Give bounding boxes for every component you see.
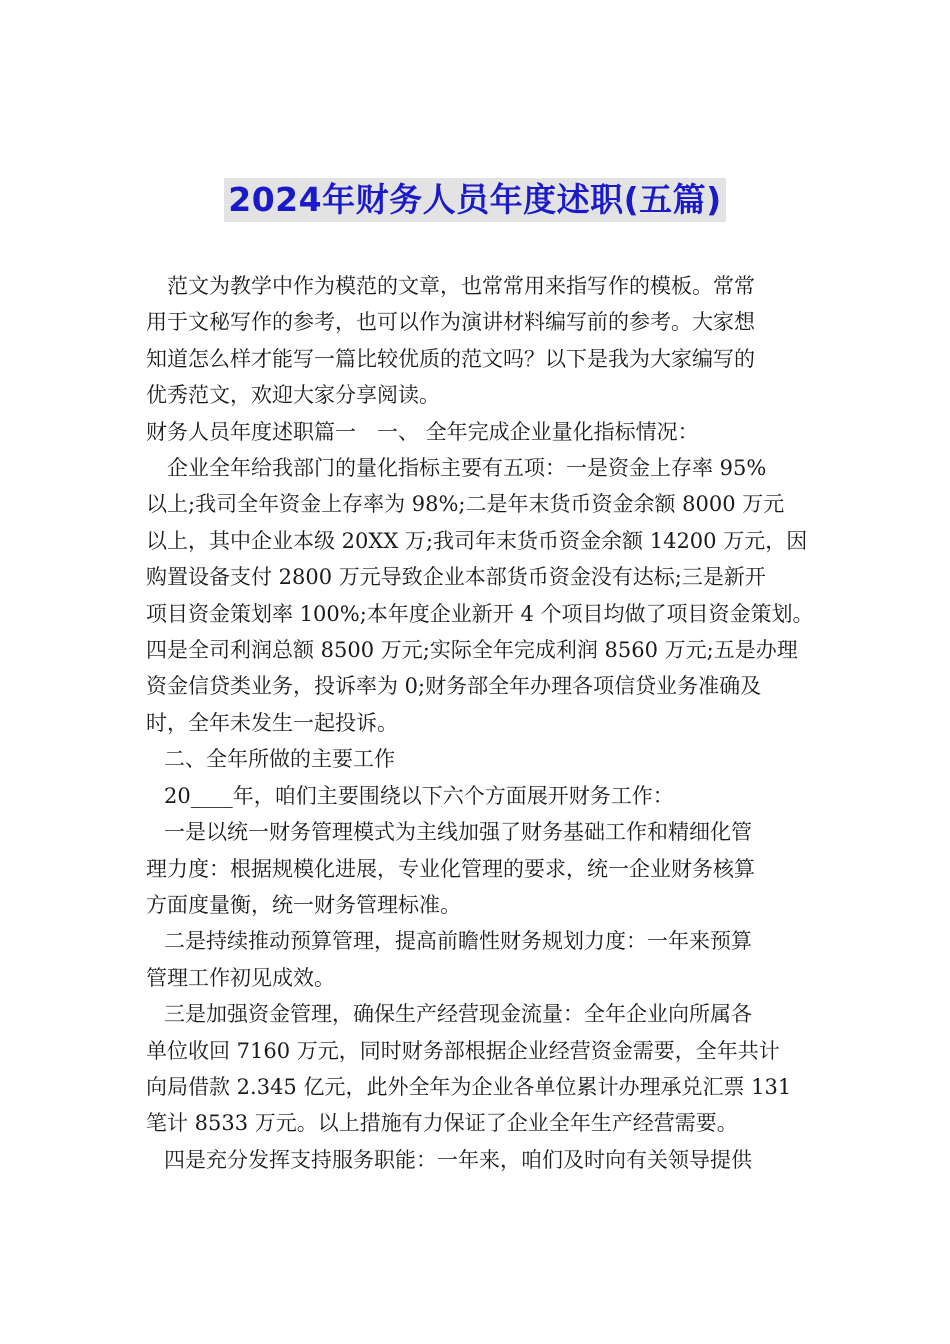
body-line: 方面度量衡，统一财务管理标准。 xyxy=(146,892,461,917)
body-line: 一是以统一财务管理模式为主线加强了财务基础工作和精细化管 xyxy=(164,820,752,845)
body-line: 项目资金策划率 100%;本年度企业新开 4 个项目均做了项目资金策划。 xyxy=(146,601,814,626)
section-heading-line: 二、全年所做的主要工作 xyxy=(164,747,395,772)
body-line: 资金信贷类业务，投诉率为 0;财务部全年办理各项信贷业务准确及 xyxy=(146,674,762,699)
body-line: 单位收回 7160 万元，同时财务部根据企业经营资金需要，全年共计 xyxy=(146,1038,780,1063)
document-body xyxy=(146,268,814,1178)
body-line: 向局借款 2.345 亿元，此外全年为企业各单位累计办理承兑汇票 131 xyxy=(146,1074,792,1099)
body-line: 时，全年未发生一起投诉。 xyxy=(146,710,398,735)
body-line: 二是持续推动预算管理，提高前瞻性财务规划力度：一年来预算 xyxy=(164,929,752,954)
body-line: 购置设备支付 2800 万元导致企业本部货币资金没有达标;三是新开 xyxy=(146,565,766,590)
title-block xyxy=(0,178,950,222)
body-line: 管理工作初见成效。 xyxy=(146,965,335,990)
body-line: 范文为教学中作为模范的文章，也常常用来指写作的模板。常常 xyxy=(167,274,755,298)
body-line: 20____年，咱们主要围绕以下六个方面展开财务工作： xyxy=(164,783,674,808)
body-line: 以上，其中企业本级 20XX 万;我司年末货币资金余额 14200 万元，因 xyxy=(146,528,808,553)
body-line: 四是全司利润总额 8500 万元;实际全年完成利润 8560 万元;五是办理 xyxy=(146,638,798,663)
body-line: 知道怎么样才能写一篇比较优质的范文吗？以下是我为大家编写的 xyxy=(146,346,755,371)
section-heading-line: 财务人员年度述职篇一 一、 全年完成企业量化指标情况： xyxy=(146,419,699,444)
body-line: 以上;我司全年资金上存率为 98%;二是年末货币资金余额 8000 万元 xyxy=(146,492,785,517)
body-line: 四是充分发挥支持服务职能：一年来，咱们及时向有关领导提供 xyxy=(164,1147,752,1172)
body-line: 理力度：根据规模化进展，专业化管理的要求，统一企业财务核算 xyxy=(146,856,755,881)
body-line: 企业全年给我部门的量化指标主要有五项：一是资金上存率 95% xyxy=(167,456,767,481)
body-line: 优秀范文，欢迎大家分享阅读。 xyxy=(146,383,440,408)
body-line: 用于文秘写作的参考，也可以作为演讲材料编写前的参考。大家想 xyxy=(146,310,755,335)
body-line: 笔计 8533 万元。以上措施有力保证了企业全年生产经营需要。 xyxy=(146,1111,738,1136)
document-title: 2024年财务人员年度述职(五篇) xyxy=(224,178,726,222)
body-line: 三是加强资金管理，确保生产经营现金流量：全年企业向所属各 xyxy=(164,1002,752,1027)
